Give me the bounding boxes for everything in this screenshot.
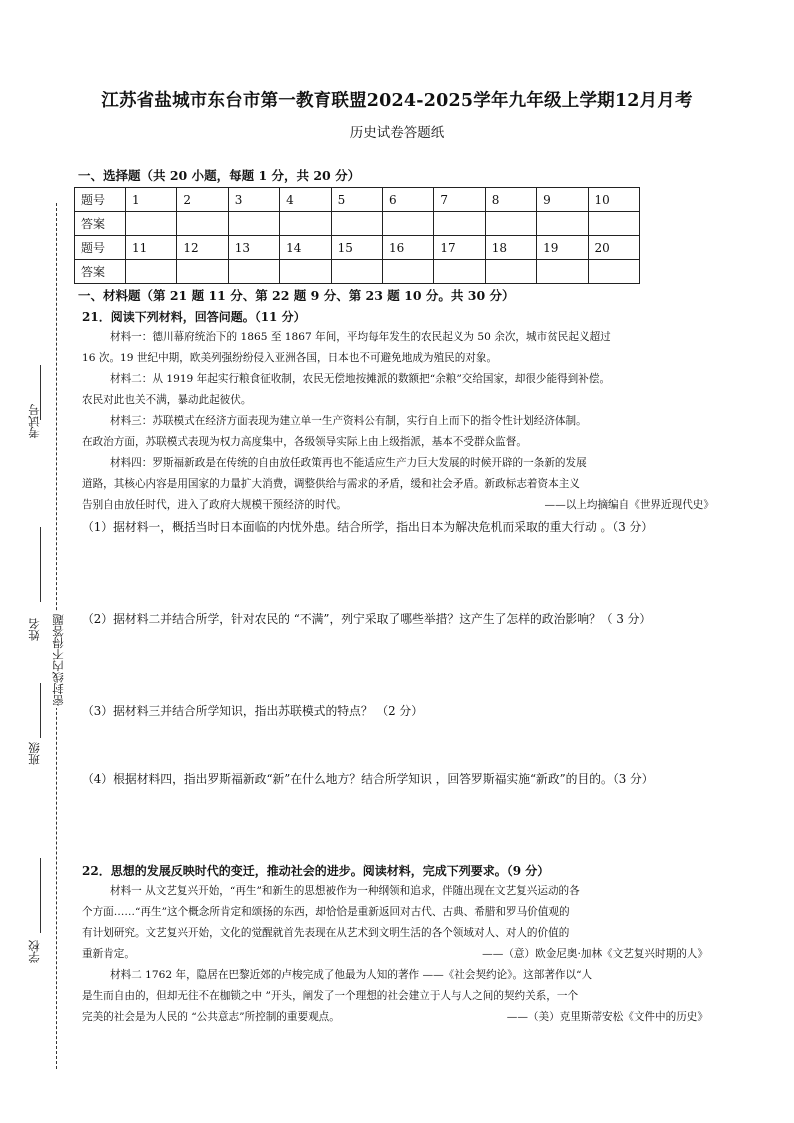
q22-material2-source: ——（美）克里斯蒂安松《文件中的历史》 [506, 1011, 708, 1023]
question-number: 2 [177, 188, 228, 212]
question-number: 13 [228, 236, 279, 260]
q22-material1-line3: 有计划研究。文艺复兴开始，文化的觉醒就首先表现在从艺术到文明生活的各个领域对人、对人的价值的 [82, 927, 570, 939]
question-number: 7 [434, 188, 485, 212]
question-number: 4 [280, 188, 331, 212]
answer-cell[interactable] [485, 260, 536, 284]
q22-material2-line2: 是生而自由的，但却无往不在枷锁之中 ”开头，阐发了一个理想的社会建立于人与人之间的契约关系，一个 [82, 990, 579, 1002]
q21-materials [82, 327, 722, 516]
answer-cell[interactable] [588, 260, 639, 284]
q22-materials [82, 881, 722, 1028]
q21-material1-line1: 材料一：德川幕府统治下的 1865 至 1867 年间，平均每年发生的农民起义为 50 余次，城市贫民起义超过 [110, 331, 611, 343]
q21-material2-line1: 材料二：从 1919 年起实行粮食征收制，农民无偿地按摊派的数额把“余粮”交给国家，却很少能得到补偿。 [110, 373, 611, 385]
school-label: 学校 [27, 940, 41, 963]
row-label: 题号 [75, 188, 126, 212]
table-row [75, 188, 640, 212]
answer-cell[interactable] [537, 212, 588, 236]
question-number: 8 [485, 188, 536, 212]
q22-material2-line1: 材料二 1762 年，隐居在巴黎近郊的卢梭完成了他最为人知的著作 ——《社会契约论》。这部著作以“人 [110, 969, 593, 981]
q22-material1-line4-text: 重新肯定。 [82, 948, 135, 960]
q21-sub4: （4）根据材料四，指出罗斯福新政“新”在什么地方？结合所学知识 ，回答罗斯福实施“新政”的目的。（3 分） [82, 772, 654, 786]
answer-cell[interactable] [177, 260, 228, 284]
answer-cell[interactable] [382, 212, 433, 236]
name-label: 姓名 [27, 618, 41, 641]
q22-material1-line2: 个方面……“再生”这个概念所肯定和颂扬的东西，却恰恰是重新返回对古代、古典、希腊和罗马价值观的 [82, 906, 570, 918]
q21-material4-line2: 道路，其核心内容是用国家的力量扩大消费，调整供给与需求的矛盾，缓和社会矛盾。新政标志着资本主义 [82, 478, 580, 490]
answer-cell[interactable] [434, 260, 485, 284]
answer-cell[interactable] [280, 260, 331, 284]
q21-sub1: （1）据材料一，概括当时日本面临的内忧外患。结合所学，指出日本为解决危机而采取的重大行动 。（3 分） [82, 520, 654, 534]
q21-source: ——以上均摘编自《世界近现代史》 [544, 499, 714, 511]
q22-title: 22．思想的发展反映时代的变迁，推动社会的进步。阅读材料，完成下列要求。（9 分） [82, 864, 550, 878]
row-label: 答案 [75, 260, 126, 284]
question-number: 3 [228, 188, 279, 212]
page-subtitle: 历史试卷答题纸 [349, 125, 445, 141]
question-number: 18 [485, 236, 536, 260]
table-row [75, 260, 640, 284]
exam-no-label: 考试号 [27, 404, 41, 439]
q22-material1-source: ——（意）欧金尼奥·加林《文艺复兴时期的人》 [482, 948, 708, 960]
question-number: 17 [434, 236, 485, 260]
answer-cell[interactable] [228, 260, 279, 284]
section1-heading: 一、选择题（共 20 小题，每题 1 分，共 20 分） [78, 168, 361, 183]
row-label: 答案 [75, 212, 126, 236]
q21-material2-line2: 农民对此也关不满，暴动此起彼伏。 [82, 394, 252, 406]
q22-material2-line3-text: 完美的社会是为人民的 “公共意志”所控制的重要观点。 [82, 1011, 340, 1023]
section2-heading: 一、材料题（第 21 题 11 分、第 22 题 9 分、第 23 题 10 分。共 30 分） [78, 288, 515, 303]
question-number: 5 [331, 188, 382, 212]
q21-material4-line1: 材料四：罗斯福新政是在传统的自由放任政策再也不能适应生产力巨大发展的时候开辟的一条新的发展 [110, 457, 587, 469]
answer-cell[interactable] [280, 212, 331, 236]
q21-material3-line2: 在政治方面，苏联模式表现为权力高度集中，各级领导实际上由上级指派，基本不受群众监督。 [82, 436, 527, 448]
q21-material4-line3-text: 告别自由放任时代，进入了政府大规模干预经济的时代。 [82, 499, 347, 511]
question-number: 9 [537, 188, 588, 212]
q21-sub2: （2）据材料二并结合所学，针对农民的 “不满”，列宁采取了哪些举措？这产生了怎样的政治影响？（ 3 分） [82, 612, 652, 626]
question-number: 15 [331, 236, 382, 260]
question-number: 12 [177, 236, 228, 260]
answer-cell[interactable] [537, 260, 588, 284]
question-number: 20 [588, 236, 639, 260]
table-row [75, 212, 640, 236]
table-row [75, 236, 640, 260]
question-number: 16 [382, 236, 433, 260]
name-underline[interactable] [40, 527, 41, 602]
question-number: 10 [588, 188, 639, 212]
school-underline[interactable] [40, 858, 41, 933]
answer-cell[interactable] [331, 212, 382, 236]
question-number: 1 [126, 188, 177, 212]
class-label: 班级 [27, 742, 41, 765]
page-title: 江苏省盐城市东台市第一教育联盟2024-2025学年九年级上学期12月月考 [101, 91, 693, 111]
answer-cell[interactable] [126, 260, 177, 284]
question-number: 14 [280, 236, 331, 260]
seal-warning: 密封线内不得答题 [51, 614, 65, 706]
q22-material1-line1: 材料一 从文艺复兴开始，“再生”和新生的思想被作为一种纲领和追求，伴随出现在文艺复兴运动的各 [110, 885, 580, 897]
q21-material3-line1: 材料三：苏联模式在经济方面表现为建立单一生产资料公有制，实行自上而下的指令性计划经济体制。 [110, 415, 587, 427]
question-number: 19 [537, 236, 588, 260]
row-label: 题号 [75, 236, 126, 260]
question-number: 6 [382, 188, 433, 212]
q21-sub3: （3）据材料三并结合所学知识，指出苏联模式的特点？ （2 分） [82, 704, 424, 718]
q22-material1-line4 [82, 944, 722, 965]
q22-material2-line3 [82, 1007, 722, 1028]
answer-cell[interactable] [382, 260, 433, 284]
answer-cell[interactable] [126, 212, 177, 236]
answer-cell[interactable] [588, 212, 639, 236]
q21-title: 21．阅读下列材料，回答问题。（11 分） [82, 310, 306, 324]
answer-cell[interactable] [177, 212, 228, 236]
answer-cell[interactable] [485, 212, 536, 236]
answer-cell[interactable] [331, 260, 382, 284]
question-number: 11 [126, 236, 177, 260]
answer-cell[interactable] [228, 212, 279, 236]
class-underline[interactable] [40, 683, 41, 738]
answer-table [74, 187, 640, 284]
answer-cell[interactable] [434, 212, 485, 236]
q21-material1-line2: 16 次。19 世纪中期，欧美列强纷纷侵入亚洲各国，日本也不可避免地成为殖民的对象。 [82, 352, 498, 364]
q21-material4-line3 [82, 495, 722, 516]
